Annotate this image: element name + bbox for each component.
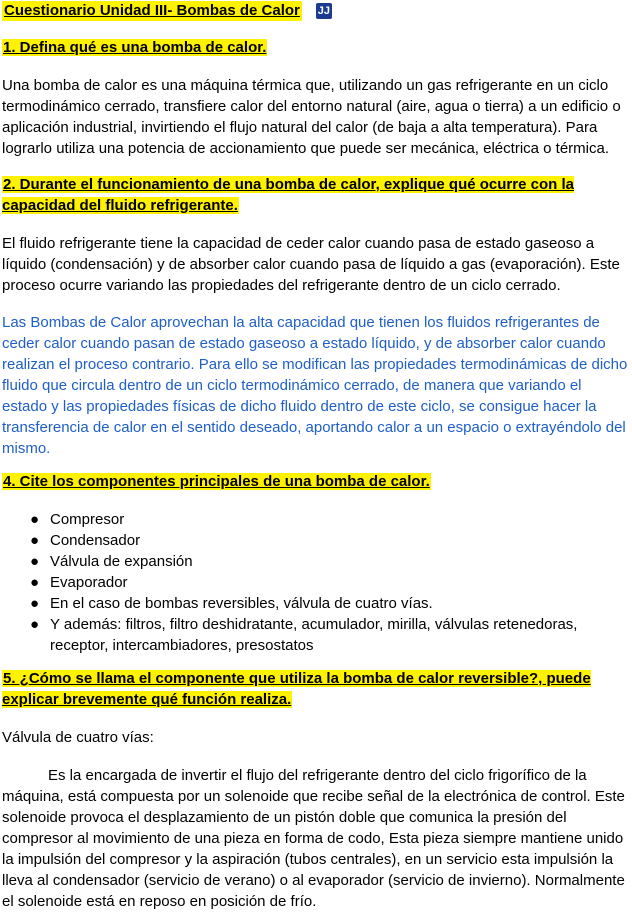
document-title: Cuestionario Unidad III- Bombas de Calor: [4, 2, 300, 19]
list-item: ● Evaporador: [30, 574, 128, 591]
bullet-icon: ●: [30, 511, 40, 528]
answer-5-label: Válvula de cuatro vías:: [2, 729, 154, 746]
question-1: [2, 37, 267, 58]
answer-1: Una bomba de calor es una máquina térmica que, utilizando un gas refrigerante en un ciclo termodinámico cerrado, transfiere calor del entorno natural (aire, agua o tierra) a un edificio o aplicación industrial, invirtiendo el flujo natural del calor (de baja a alta temperatura). Para lograrlo utiliza una potencia de accionamiento que puede ser mecánica, eléctrica o térmica.: [2, 77, 621, 157]
question-5-text: 5. ¿Cómo se llama el componente que utiliza la bomba de calor reversible?, puede explicar brevemente qué función realiza.: [2, 670, 591, 708]
list-item: ● Válvula de expansión: [30, 553, 193, 570]
bullet-icon: ●: [30, 595, 40, 612]
components-list: [0, 509, 630, 656]
question-2-text: 2. Durante el funcionamiento de una bomba de calor, explique qué ocurre con la capacidad del fluido refrigerante.: [2, 176, 574, 214]
question-5: [2, 668, 612, 710]
question-1-text: 1. Defina qué es una bomba de calor.: [3, 39, 267, 56]
title-row: [2, 0, 332, 22]
answer-2-blue: Las Bombas de Calor aprovechan la alta capacidad que tienen los fluidos refrigerantes de ceder calor cuando pasan de estado gaseoso a estado líquido, y de absorber calor cuando realizan el proceso contrario. Para ello se modifican las propiedades termodinámicas de dicho fluido que circula dentro de un ciclo termodinámico cerrado, de manera que variando el estado y las propiedades físicas de dicho fluido dentro de este ciclo, se consigue hacer la transferencia de calor en el sentido deseado, aportando calor a un espacio o extrayéndolo del mismo.: [2, 314, 628, 457]
bullet-icon: ●: [30, 532, 40, 549]
list-item: ● Compresor: [30, 511, 125, 528]
list-item: ● En el caso de bombas reversibles, válvula de cuatro vías.: [30, 595, 433, 612]
answer-2: El fluido refrigerante tiene la capacidad de ceder calor cuando pasa de estado gaseoso a líquido (condensación) y de absorber calor cuando pasa de líquido a gas (evaporación). Este proceso ocurre variando las propiedades del refrigerante dentro de un ciclo cerrado.: [2, 235, 620, 294]
list-item: ● Condensador: [30, 532, 141, 549]
answer-5: Es la encargada de invertir el flujo del refrigerante dentro del ciclo frigorífico de la máquina, está compuesta por un solenoide que recibe señal de la electrónica de control. Este solenoide provoca el desplazamiento de un pistón doble que comunica la presión del compresor al movimiento de una pieza en forma de codo, Esta pieza siempre mantiene unido la impulsión del compresor y la aspiración (tubos centrales), en un servicio esta impulsión la lleva al condensador (servicio de verano) o al evaporador (servicio de invierno). Normalmente el solenoide está en reposo en posición de frío.: [2, 767, 625, 910]
question-2: [2, 174, 602, 216]
bullet-icon: ●: [30, 574, 40, 591]
question-4-text: 4. Cite los componentes principales de una bomba de calor.: [3, 473, 430, 490]
user-avatar-badge[interactable]: JJ: [317, 5, 330, 17]
question-4: [2, 471, 431, 492]
list-item: ● Y además: filtros, filtro deshidratante, acumulador, mirilla, válvulas retenedoras, receptor, intercambiadores, presostatos: [30, 616, 578, 654]
bullet-icon: ●: [30, 553, 40, 570]
bullet-icon: ●: [30, 616, 40, 633]
